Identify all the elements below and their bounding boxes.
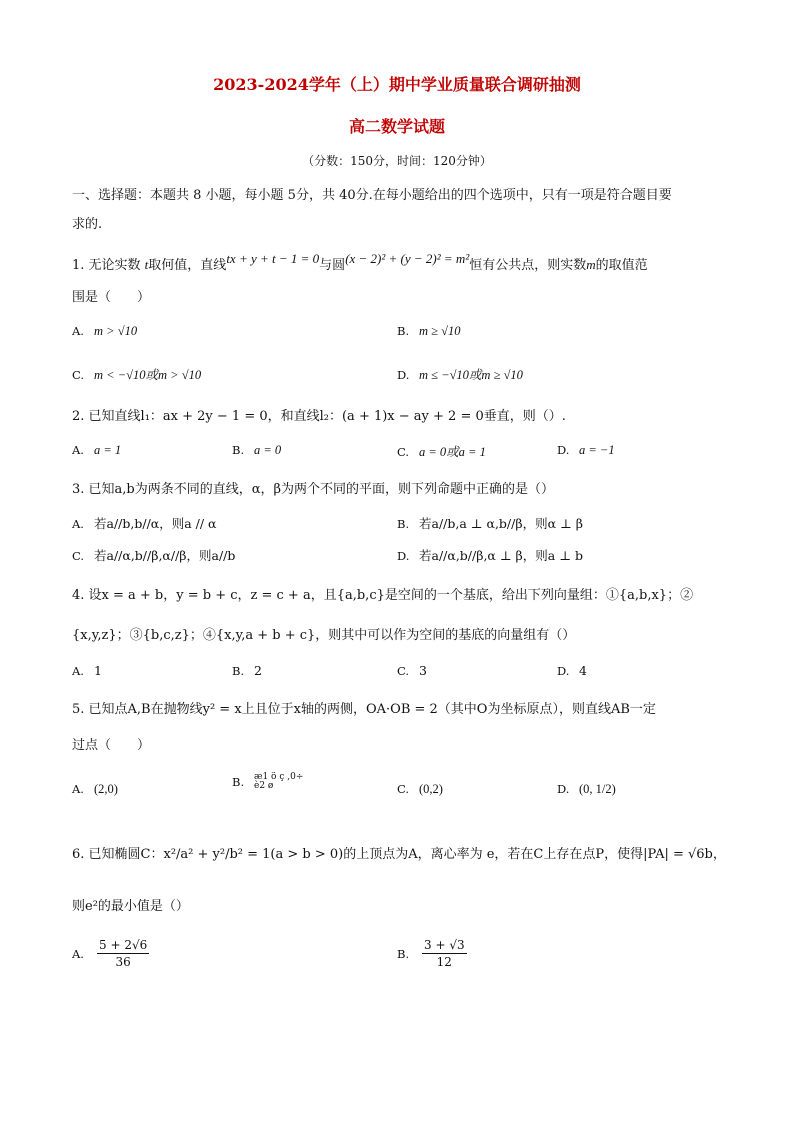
option-label: A. xyxy=(72,782,84,796)
q1-option-b[interactable] xyxy=(397,323,461,339)
q3-option-a[interactable] xyxy=(72,514,216,532)
q4-stem-line1: 4. 设x = a + b，y = b + c，z = c + a，且{a,b,c}是空间的一个基底，给出下列向量组：①{a,b,x}；② xyxy=(72,588,694,603)
q1-stem-part-d: 恒有公共点，则实数 xyxy=(469,258,587,273)
option-label: D. xyxy=(557,443,570,457)
option-label: D. xyxy=(397,368,410,382)
option-text: m < −√10或m > √10 xyxy=(94,368,202,382)
option-label: A. xyxy=(72,517,84,531)
q1-option-d[interactable] xyxy=(397,365,523,383)
q4-stem-line2: {x,y,z}；③{b,c,z}；④{x,y,a + b + c}，则其中可以作为空间的基底的向量组有（） xyxy=(72,628,576,643)
option-text: m ≤ −√10或m ≥ √10 xyxy=(419,368,523,382)
q1-line-equation: tx + y + t − 1 = 0 xyxy=(226,251,320,266)
q1-option-a[interactable] xyxy=(72,323,137,339)
option-text: 2 xyxy=(254,663,262,678)
option-label: B. xyxy=(397,324,410,338)
option-text: 若a//b,b//α，则a // α xyxy=(94,516,217,531)
option-label: B. xyxy=(232,664,245,678)
option-text: a = −1 xyxy=(579,443,615,457)
option-label: C. xyxy=(397,782,410,796)
fraction-numerator: 3 + √3 xyxy=(424,938,465,952)
q5-stem-line2: 过点（ ） xyxy=(72,738,151,753)
q3-stem: 3. 已知a,b为两条不同的直线，α，β为两个不同的平面，则下列命题中正确的是（） xyxy=(72,482,555,497)
exam-title: 2023-2024学年（上）期中学业质量联合调研抽测 xyxy=(213,75,581,94)
q2-option-b[interactable] xyxy=(232,442,281,458)
section-instruction-line2: 求的. xyxy=(72,217,103,232)
q4-option-d[interactable] xyxy=(557,663,587,678)
q2-option-a[interactable] xyxy=(72,442,121,458)
q2-stem: 2. 已知直线l₁：ax + 2y − 1 = 0，和直线l₂：(a + 1)x − ay + 2 = 0垂直，则（）. xyxy=(72,409,566,424)
option-text: a = 0或a = 1 xyxy=(419,445,486,459)
option-label: C. xyxy=(397,445,410,459)
q5-option-c[interactable] xyxy=(397,781,443,797)
q1-stem-part-b: 取何值，直线 xyxy=(148,258,227,273)
q5-option-d[interactable] xyxy=(557,781,616,797)
q1-stem-part-a: 1. 无论实数 xyxy=(72,258,145,273)
option-text: m > √10 xyxy=(94,324,138,338)
option-text: m ≥ √10 xyxy=(419,324,461,338)
q2-option-d[interactable] xyxy=(557,442,615,458)
option-fraction xyxy=(422,937,467,970)
option-label: A. xyxy=(72,324,84,338)
option-label: D. xyxy=(397,549,410,563)
option-text: 若a//α,b//β,α//β，则a//b xyxy=(94,548,236,563)
exam-meta: （分数：150分，时间：120分钟） xyxy=(302,154,492,168)
q2-option-c[interactable] xyxy=(397,442,486,460)
option-label: B. xyxy=(397,517,410,531)
option-text: æ1 ö ç ,0÷ è2 ø xyxy=(254,772,304,791)
option-label: A. xyxy=(72,946,84,961)
option-text: (2,0) xyxy=(94,782,118,796)
option-text: 4 xyxy=(579,663,587,678)
option-label: A. xyxy=(72,664,84,678)
q1-stem-line1 xyxy=(72,251,648,273)
q4-option-c[interactable] xyxy=(397,663,427,678)
exam-subject: 高二数学试题 xyxy=(348,117,445,136)
q6-option-b[interactable] xyxy=(397,937,470,970)
q1-option-c[interactable] xyxy=(72,365,201,383)
option-text: 3 xyxy=(419,663,427,678)
q5-option-b[interactable] xyxy=(232,773,310,791)
q1-var-m: m xyxy=(586,257,596,272)
q6-stem-line2: 则e²的最小值是（） xyxy=(72,899,189,914)
q5-option-a[interactable] xyxy=(72,781,118,797)
option-text: 1 xyxy=(94,663,102,678)
q3-option-c[interactable] xyxy=(72,546,235,564)
fraction-denominator: 36 xyxy=(115,955,131,969)
q1-stem-line2: 围是（ ） xyxy=(72,290,151,305)
q3-option-d[interactable] xyxy=(397,546,583,564)
option-text: (0, 1/2) xyxy=(579,782,616,796)
option-label: C. xyxy=(397,664,410,678)
q6-stem-line1: 6. 已知椭圆C：x²/a² + y²/b² = 1(a > b > 0)的上顶点为A，离心率为 e，若在C上存在点P，使得|PA| = √6b， xyxy=(72,847,726,862)
q4-option-b[interactable] xyxy=(232,663,262,678)
option-label: D. xyxy=(557,664,570,678)
option-label: D. xyxy=(557,782,570,796)
fraction-denominator: 12 xyxy=(436,955,452,969)
q1-circle-equation: (x − 2)² + (y − 2)² = m² xyxy=(345,251,470,266)
q1-stem-part-c: 与圆 xyxy=(319,258,346,273)
fraction-numerator: 5 + 2√6 xyxy=(99,938,148,952)
option-text: a = 1 xyxy=(94,443,122,457)
option-label: B. xyxy=(232,775,245,789)
option-fraction xyxy=(97,937,149,970)
q4-option-a[interactable] xyxy=(72,663,102,678)
q3-option-b[interactable] xyxy=(397,514,583,532)
q1-stem-part-e: 的取值范 xyxy=(595,258,648,273)
q5-stem-line1: 5. 已知点A,B在抛物线y² = x上且位于x轴的两侧，OA·OB = 2（其中O为坐标原点），则直线AB一定 xyxy=(72,702,656,717)
option-label: B. xyxy=(232,443,245,457)
section-instruction-line1: 一、选择题：本题共 8 小题，每小题 5分，共 40分.在每小题给出的四个选项中，只有一项是符合题目要 xyxy=(72,188,672,203)
option-label: B. xyxy=(397,946,410,961)
option-text: 若a//b,a ⊥ α,b//β，则α ⊥ β xyxy=(419,516,583,531)
option-label: C. xyxy=(72,549,85,563)
option-text: (0,2) xyxy=(419,782,443,796)
option-label: C. xyxy=(72,368,85,382)
option-label: A. xyxy=(72,443,84,457)
q1-var-t: t xyxy=(144,257,149,272)
option-text: a = 0 xyxy=(254,443,282,457)
option-text: 若a//α,b//β,α ⊥ β，则a ⊥ b xyxy=(419,548,583,563)
q6-option-a[interactable] xyxy=(72,937,152,970)
